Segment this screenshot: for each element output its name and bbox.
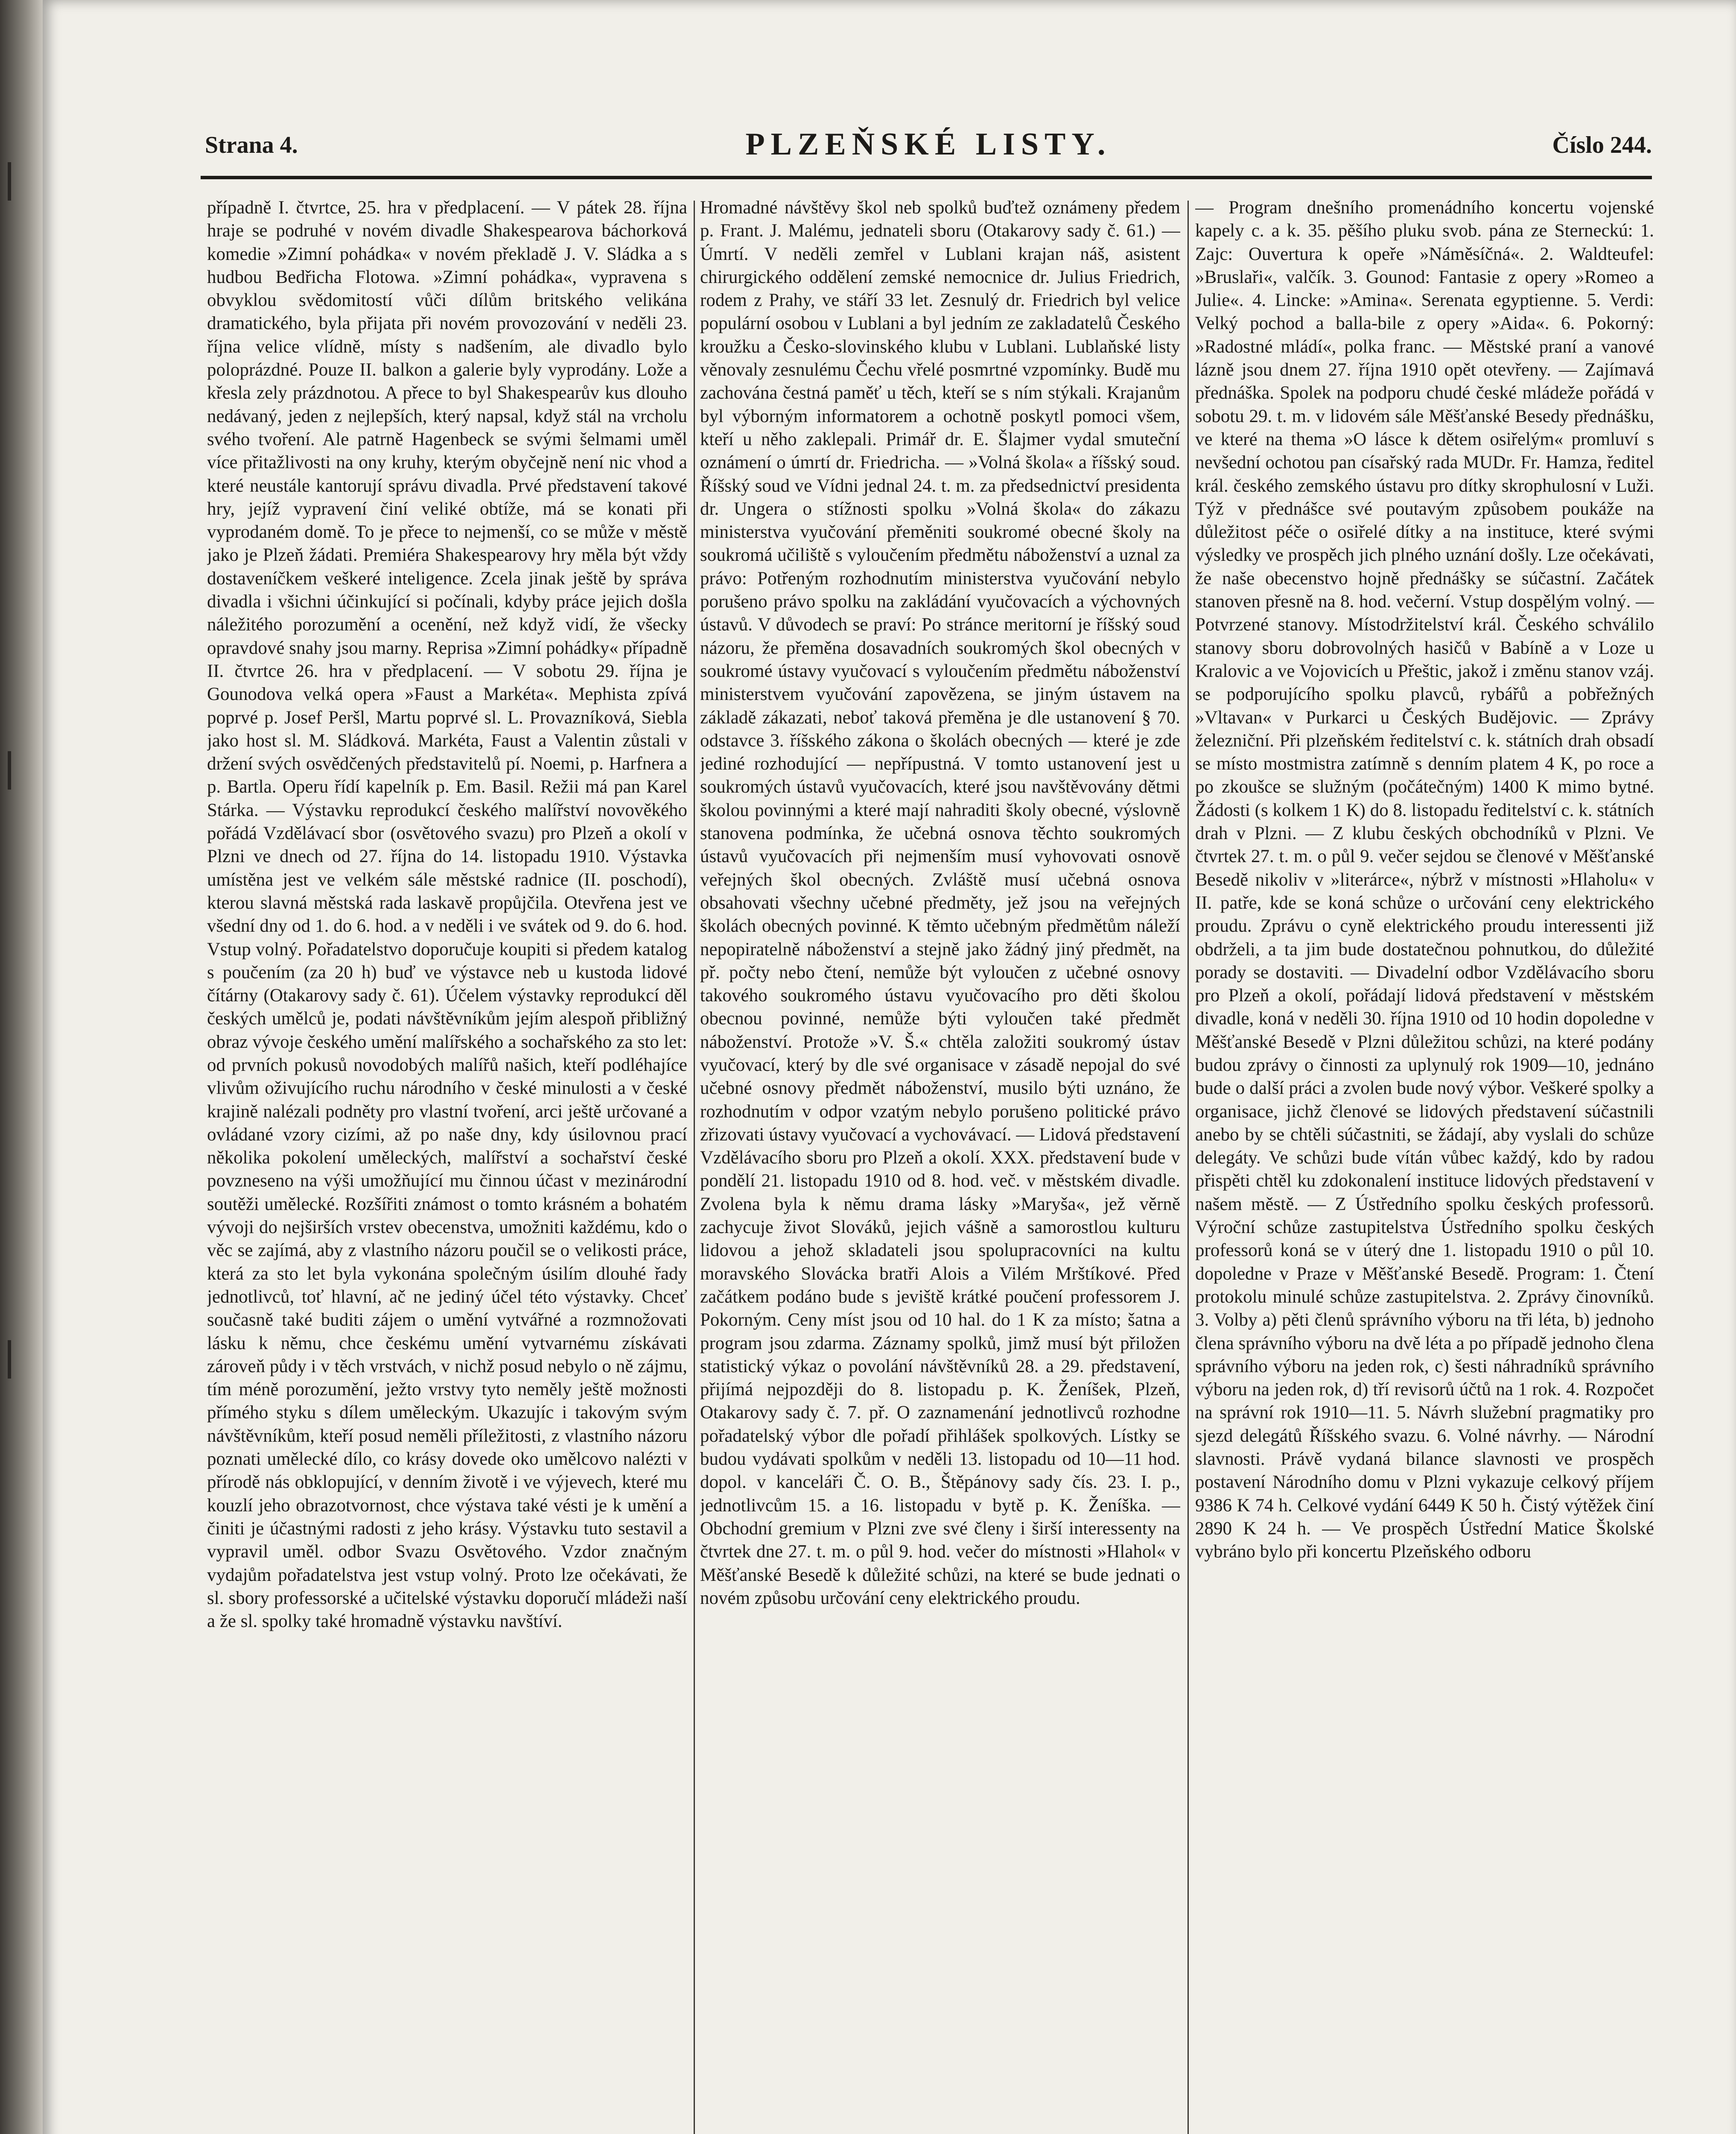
book-spine	[0, 0, 43, 2134]
newspaper-title: PLZEŇSKÉ LISTY.	[745, 127, 1112, 162]
column-divider	[694, 201, 695, 2134]
spine-mark	[8, 162, 11, 201]
issue-number: Číslo 244.	[1552, 132, 1652, 158]
page-number: Strana 4.	[205, 132, 298, 158]
column-text: Hromadné návštěvy škol neb spolků buďtež oznámeny předem p. Frant. J. Malému, jednateli sboru (Otakarovy sady č. 61.) — Úmrtí. V neděli zemřel v Lublani krajan náš, asistent chirurgického oddělení zemské nemocnice dr. Julius Friedrich, rodem z Prahy, ve stáří 33 let. Zesnulý dr. Friedrich byl velice populární osobou v Lublani a byl jedním ze zakladatelů Českého kroužku a Česko-slovinského klubu v Lublani. Lublaňské listy věnovaly zesnulému Čechu vřelé posmrtné vzpomínky. Budě mu zachována čestná paměť u těch, kteří se s ním stýkali. Krajanům byl výborným informatorem a ochotně poskytl pomoci všem, kteří u něho zaklepali. Primář dr. E. Šlajmer vydal smuteční oznámení o úmrtí dr. Friedricha. — »Volná škola« a říšský soud. Říšský soud ve Vídni jednal 24. t. m. za předsednictví presidenta dr. Ungera o stížnosti spolku »Volná škola« do zákazu ministerstva vyučování přeměniti soukromé obecné školy na soukromá učiliště s vyloučením předmětu náboženství a uznal za právo: Potřeným rozhodnutím ministerstva vyučování nebylo porušeno právo spolku na zakládání vyučovacích a výchovných ústavů. V důvodech se praví: Po stránce meritorní je říšský soud názoru, že přeměna dosavadních soukromých škol obecných v soukromé ústavy vyučovací s vyloučením předmětu náboženství ministerstvem vyučování zapovězena, se jiným ústavem na základě zákazati, neboť taková přeměna je dle ustanovení § 70. odstavce 3. říšského zákona o školách obecných — které je zde jediné rozhodující — nepřípustná. V tomto ustanovení jest u soukromých ústavů vyučovacích, které jsou navštěvovány dětmi školou povinnými a které mají nahraditi školy obecné, výslovně stanovena podmínka, že učebná osnova těchto soukromých ústavů vyučovacích při nejmenším musí vyhovovati osnově veřejných škol obecných. Zvláště musí učebná osnova obsahovati všechny učebné předměty, jež jsou na veřejných školách obecných povinné. K těmto učebným předmětům náleží nepopiratelně náboženství a stejně jako žádný jiný předmět, na př. počty nebo čtení, nemůže být vyloučen z učebné osnovy takového soukromého ústavu vyučovacího pro děti školou obecnou povinné, nemůže býti vyloučen také předmět náboženství. Protože »V. Š.« chtěla založiti soukromý ústav vyučovací, který by dle své organisace v zásadě nepojal do své učebné osnovy předmět náboženství, musilo býti uznáno, že rozhodnutím v odpor vzatým nebylo porušeno politické právo zřizovati ústavy vyučovací a vychovávací. — Lidová představení Vzdělávacího sboru pro Plzeň a okolí. XXX. představení bude v pondělí 21. listopadu 1910 od 8. hod. več. v městském divadle. Zvolena byla k němu drama lásky »Maryša«, jež věrně zachycuje život Slováků, jejich vášně a samorostlou kulturu lidovou a jehož skladateli jsou spolupracovníci na kultu moravského Slovácka bratři Alois a Vilém Mrštíkové. Před začátkem podáno bude s jeviště krátké poučení professorem J. Pokorným. Ceny míst jsou od 10 hal. do 1 K za místo; šatna a program jsou zdarma. Záznamy spolků, jimž musí být přiložen statistický výkaz o povolání návštěvníků 28. a 29. představení, přijímá nejpozději do 8. listopadu p. K. Ženíšek, Plzeň, Otakarovy sady č. 7. př. O zaznamenání jednotlivců rozhodne pořadatelský výbor dle pořadí přihlášek spolkových. Lístky se budou vydávati spolkům v neděli 13. listopadu od 10—11 hod. dopol. v kanceláři Č. O. B., Štěpánovy sady čís. 23. I. p., jednotlivcům 15. a 16. listopadu v bytě p. K. Ženíška. — Obchodní gremium v Plzni zve své členy i širší interessenty na čtvrtek dne 27. t. m. o půl 9. hod. večer do místnosti »Hlahol« v Měšťanské Besedě k důležité schůzi, na které se bude jednati o novém způsobu určování ceny elektrického proudu.	[700, 198, 1180, 1608]
spine-mark	[8, 751, 11, 790]
page-header	[205, 124, 1652, 171]
column-1	[207, 196, 687, 2134]
column-divider	[1187, 201, 1189, 2134]
column-text: — Program dnešního promenádního koncertu vojenské kapely c. a k. 35. pěšího pluku svob. pána ze Sterneckú: 1. Zajc: Ouvertura k opeře »Náměsíčná«. 2. Waldteufel: »Bruslaři«, valčík. 3. Gounod: Fantasie z opery »Romeo a Julie«. 4. Lincke: »Amina«. Serenata egyptienne. 5. Verdi: Velký pochod a balla-bile z opery »Aida«. 6. Pokorný: »Radostné mládí«, polka franc. — Městské praní a vanové lázně jsou dnem 27. října 1910 opět otevřeny. — Zajímavá přednáška. Spolek na podporu chudé české mládeže pořádá v sobotu 29. t. m. v lidovém sále Měšťanské Besedy přednášku, ve které na thema »O lásce k dětem osiřelým« promluví s nevšední ochotou pan císařský rada MUDr. Fr. Hamza, ředitel král. českého zemského ústavu pro dítky skrophulosní v Luži. Týž v přednášce své poutavým způsobem poukáže na důležitost péče o osiřelé dítky a na instituce, které svými výsledky ve prospěch jich plného uznání došly. Lze očekávati, že naše obecenstvo hojně přednášky se súčastní. Začátek stanoven přesně na 8. hod. večerní. Vstup dospělým volný. — Potvrzené stanovy. Místodržitelství král. Českého schválilo stanovy sboru dobrovolných hasičů v Babíně a v Loze u Kralovic a ve Vojovicích u Přeštic, jakož i změnu stanov vzáj. se podporujícího spolku plavců, rybářů a pobřežných »Vltavan« v Purkarci u Českých Budějovic. — Zprávy železniční. Při plzeňském ředitelství c. k. státních drah obsadí se místo mostmistra zatímně s denním platem 4 K, po roce a po zkoušce se služným (počátečným) 1400 K mimo bytné. Žádosti (s kolkem 1 K) do 8. listopadu ředitelství c. k. státních drah v Plzni. — Z klubu českých obchodníků v Plzni. Ve čtvrtek 27. t. m. o půl 9. večer sejdou se členové v Měšťanské Besedě nikoliv v »literárce«, nýbrž v místnosti »Hlaholu« v II. patře, kde se koná schůze o určování ceny elektrického proudu. Zprávu o cyně elektrického proudu interessenti již obdrželi, a ta jim bude dostatečnou pohnutkou, do důležité porady se dostaviti. — Divadelní odbor Vzdělávacího sboru pro Plzeň a okolí, pořádají lidová představení v městském divadle, koná v neděli 30. října 1910 od 10 hodin dopoledne v Měšťanské Besedě v Plzni důležitou schůzi, na které podány budou zprávy o činnosti za uplynulý rok 1909—10, jednáno bude o další práci a zvolen bude nový výbor. Veškeré spolky a organisace, jichž členové se lidových představení súčastnili anebo by se chtěli súčastniti, se žádají, aby vyslali do schůze delegáty. Ve schůzi bude vítán vůbec každý, kdo by radou přispěti chtěl ku zdokonalení instituce lidových představení v našem městě. — Z Ústředního spolku českých professorů. Výroční schůze zastupitelstva Ústředního spolku českých professorů koná se v úterý dne 1. listopadu 1910 o půl 10. dopoledne v Praze v Měšťanské Besedě. Program: 1. Čtení protokolu minulé schůze zastupitelstva. 2. Zprávy činovníků. 3. Volby a) pěti členů správního výboru na tři léta, b) jednoho člena správního výboru na dvě léta a po případě jednoho člena správního výboru na jeden rok, c) šesti náhradníků správního výboru na jeden rok, d) tří revisorů účtů na 1 rok. 4. Rozpočet na správní rok 1910—11. 5. Návrh služební pragmatiky pro sjezd delegátů Říšského svazu. 6. Volné návrhy. — Národní slavnosti. Právě vydaná bilance slavnosti ve prospěch postavení Národního domu v Plzni vykazuje celkový příjem 9386 K 74 h. Celkové vydání 6449 K 50 h. Čistý výtěžek činí 2890 K 24 h. — Ve prospěch Ústřední Matice Školské vybráno bylo při koncertu Plzeňského odboru	[1195, 198, 1654, 1562]
column-text: případně I. čtvrtce, 25. hra v předplacení. — V pátek 28. října hraje se podruhé v novém divadle Shakespearova báchorková komedie »Zimní pohádka« v novém překladě J. V. Sládka a s hudbou Bedřicha Flotowa. »Zimní pohádka«, vypravena s obvyklou svědomitostí vůči dílům britského velikána dramatického, byla přijata při novém provozování v neděli 23. října velice vlídně, místy s nadšením, ale divadlo bylo poloprázdné. Pouze II. balkon a galerie byly vyprodány. Lože a křesla zely prázdnotou. A přece to byl Shakespearův kus dlouho nedávaný, jeden z nejlepších, který napsal, když stál na vrcholu svého tvoření. Ale patrně Hagenbeck se svými šelmami uměl více přitažlivosti na ony kruhy, kterým obyčejně není nic vhod a které neustále kantorují správu divadla. Prvé představení takové hry, jejíž vypravení činí veliké obtíže, má se konati při vyprodaném domě. To je přece to nejmenší, co se může v městě jako je Plzeň žádati. Premiéra Shakespearovy hry měla být vždy dostaveníčkem veškeré inteligence. Zcela jinak ještě by správa divadla i všichni účinkující si počínali, kdyby práce jejich došla náležitého porozumění a ocenění, než když vidí, že všecky opravdové snahy jsou marny. Reprisa »Zimní pohádky« případně II. čtvrtce 26. hra v předplacení. — V sobotu 29. října je Gounodova velká opera »Faust a Markéta«. Mephista zpívá poprvé p. Josef Peršl, Martu poprvé sl. L. Provazníková, Siebla jako host sl. M. Sládková. Markéta, Faust a Valentin zůstali v držení svých osvědčených představitelů pí. Noemi, p. Harfnera a p. Bartla. Operu řídí kapelník p. Em. Basil. Režii má pan Karel Stárka. — Výstavku reprodukcí českého malířství novověkého pořádá Vzdělávací sbor (osvětového svazu) pro Plzeň a okolí v Plzni ve dnech od 27. října do 14. listopadu 1910. Výstavka umístěna jest ve velkém sále městské radnice (II. poschodí), kterou slavná městská rada laskavě propůjčila. Otevřena jest ve všední dny od 1. do 6. hod. a v neděli i ve svátek od 9. do 6. hod. Vstup volný. Pořadatelstvo doporučuje koupiti si předem katalog s poučením (za 20 h) buď ve výstavce neb u kustoda lidové čítárny (Otakarovy sady č. 61). Účelem výstavky reprodukcí děl českých umělců je, podati návštěvníkům jejím alespoň přibližný obraz vývoje českého umění malířského a sochařského za sto let: od prvních pokusů novodobých malířů našich, kteří podléhajíce vlivům oživujícího ruchu národního v české minulosti a v české krajině nalézali podněty pro vlastní tvoření, arci ještě určované a ovládané vzory cizími, až po naše dny, kdy úsilovnou prací několika pokolení uměleckých, malířství a sochařství české povzneseno na výši umožňující mu činnou účast v mezinárodní soutěži umělecké. Rozšířiti známost o tomto krásném a bohatém vývoji do nejširších vrstev obecenstva, umožniti každému, kdo o věc se zajímá, aby z vlastního názoru poučil se o velikosti práce, která za sto let byla vykonána společným úsilím dlouhé řady jednotlivců, toť hlavní, ač ne jediný účel této výstavky. Chceť současně také buditi zájem o umění vytvářné a rozmnožovati lásku k němu, chce českému umění vytvarnému získávati zároveň půdy i v těch vrstvách, v nichž posud nebylo o ně zájmu, tím méně porozumění, ježto vrstvy tyto neměly ještě možnosti přímého styku s dílem uměleckým. Ukazujíc i takovým svým návštěvníkům, kteří posud neměli příležitosti, z vlastního názoru poznati umělecké dílo, co krásy dovede oko umělcovo nalézti v přírodě nás obklopující, v denním životě i ve výjevech, které mu kouzlí jeho obrazotvornost, chce výstava také vésti je k umění a činiti je účastnými radosti z jeho krásy. Výstavku tuto sestavil a vypravil uměl. odbor Svazu Osvětového. Vzdor značným vydajům pořadatelstva jest vstup volný. Proto lze očekávati, že sl. sbory professorské a učitelské výstavku doporučí mládeži naší a že sl. spolky také hromadně výstavku navštíví.	[207, 198, 687, 1632]
column-3	[1195, 196, 1654, 2134]
spine-mark	[8, 1340, 11, 1379]
column-2	[700, 196, 1180, 2134]
header-rule	[201, 176, 1652, 179]
